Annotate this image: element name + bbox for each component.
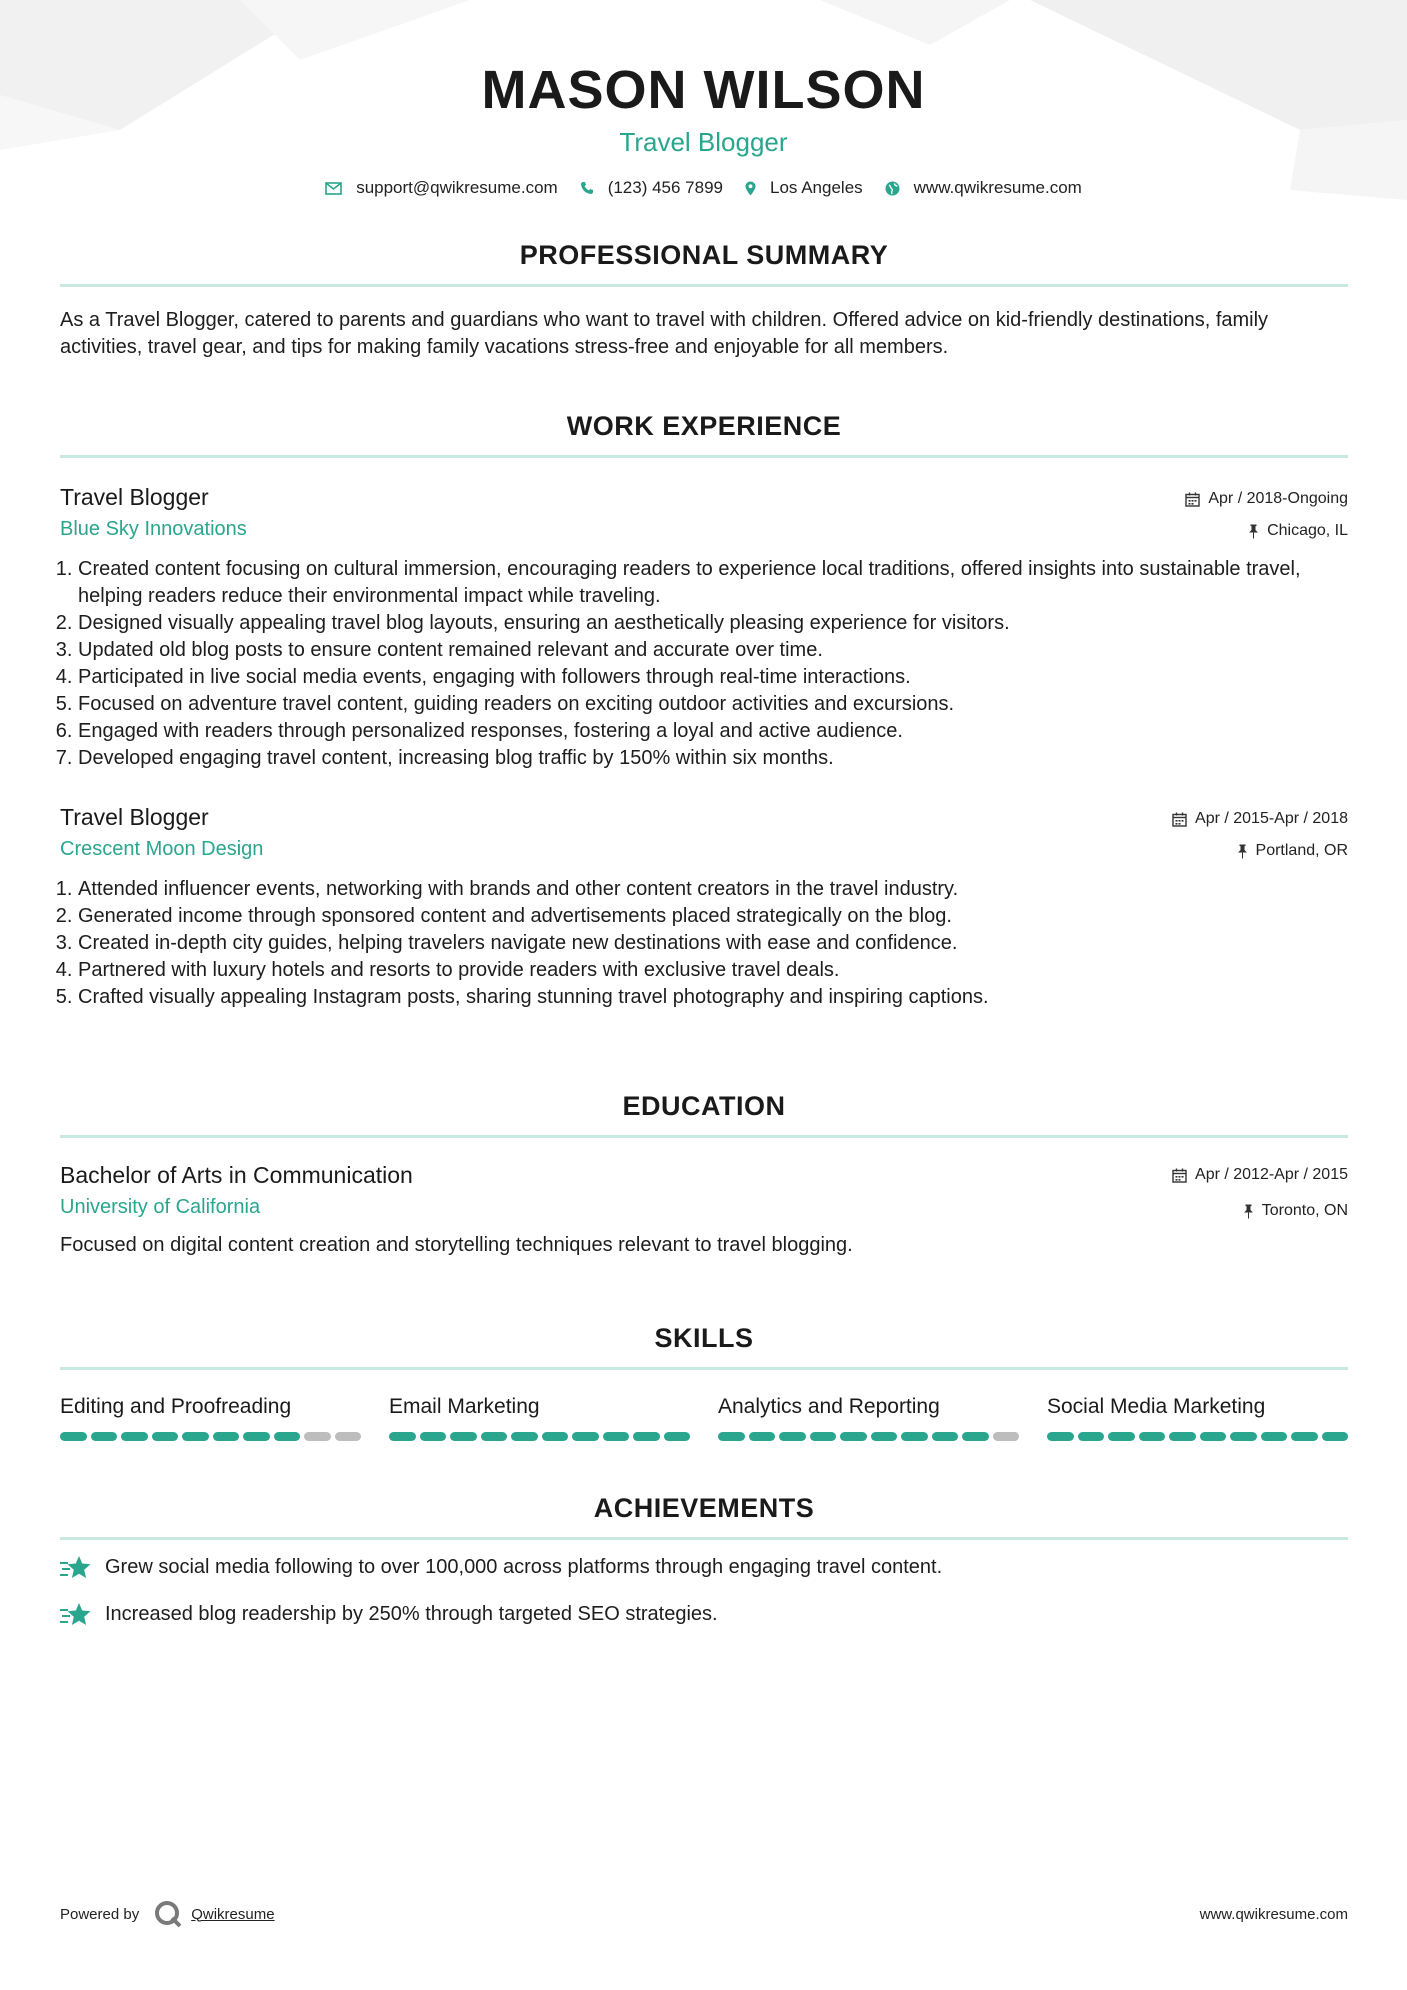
skill-item <box>60 1394 361 1441</box>
achievement-item <box>60 1601 1348 1628</box>
contact-bar <box>0 178 1407 198</box>
education-dates: Apr / 2012-Apr / 2015 <box>1195 1166 1348 1183</box>
skill-segment-filled <box>481 1432 508 1441</box>
skills-heading: SKILLS <box>654 1323 754 1353</box>
summary-heading: PROFESSIONAL SUMMARY <box>519 240 889 270</box>
skill-rating-bar <box>389 1432 690 1441</box>
skill-segment-filled <box>901 1432 928 1441</box>
company-name: Crescent Moon Design <box>60 838 264 860</box>
powered-by-label: Powered by <box>60 1905 140 1923</box>
skill-segment-filled <box>91 1432 118 1441</box>
skills-grid <box>60 1394 1348 1441</box>
list-item: 1. Created content focusing on cultural immersion, encouraging readers to experience local traditions, offered insights into sustainable travel, helping readers reduce their environmental impact while traveling. <box>78 556 1348 610</box>
candidate-name: MASON WILSON <box>481 60 926 120</box>
resume-header <box>0 0 1407 198</box>
skill-segment-filled <box>1291 1432 1318 1441</box>
skill-segment-filled <box>810 1432 837 1441</box>
achievement-text: Increased blog readership by 250% through targeted SEO strategies. <box>105 1603 718 1625</box>
skill-segment-filled <box>542 1432 569 1441</box>
skill-item <box>718 1394 1019 1441</box>
envelope-icon <box>325 182 342 195</box>
skill-segment-filled <box>1200 1432 1227 1441</box>
job-entry <box>60 802 1348 1011</box>
skill-segment-filled <box>1047 1432 1074 1441</box>
list-item: 5. Crafted visually appealing Instagram posts, sharing stunning travel photography and inspiring captions. <box>78 984 1348 1011</box>
list-item: 4. Participated in live social media events, engaging with followers through real-time interactions. <box>78 664 1348 691</box>
contact-location-text: Los Angeles <box>770 178 863 197</box>
footer-url[interactable]: www.qwikresume.com <box>1199 1905 1348 1923</box>
education-description: Focused on digital content creation and storytelling techniques relevant to travel blogging. <box>60 1234 853 1256</box>
job-title: Travel Blogger <box>60 484 209 510</box>
skill-segment-empty <box>335 1432 362 1441</box>
achievement-item <box>60 1554 1348 1581</box>
list-item: 7. Developed engaging travel content, increasing blog traffic by 150% within six months. <box>78 745 1348 772</box>
job-title: Travel Blogger <box>60 804 209 830</box>
education-section <box>60 1089 1348 1259</box>
list-item: 1. Attended influencer events, networking with brands and other content creators in the travel industry. <box>78 876 1348 903</box>
skill-segment-empty <box>304 1432 331 1441</box>
job-entry <box>60 482 1348 772</box>
section-divider <box>60 455 1348 458</box>
section-divider <box>60 1367 1348 1370</box>
pushpin-icon <box>1237 844 1248 859</box>
brand-link[interactable]: Qwikresume <box>191 1905 275 1923</box>
skills-section <box>60 1321 1348 1441</box>
job-dates: Apr / 2015-Apr / 2018 <box>1195 810 1348 827</box>
skill-segment-filled <box>871 1432 898 1441</box>
skill-segment-filled <box>962 1432 989 1441</box>
summary-text: As a Travel Blogger, catered to parents and guardians who want to travel with children. Offered advice on kid-friendly destinations, family activities, travel gear, and tips for making family vacations stress-free and enjoyable for all members. <box>60 309 1269 358</box>
skill-segment-filled <box>152 1432 179 1441</box>
education-location: Toronto, ON <box>1261 1202 1348 1219</box>
skill-segment-filled <box>664 1432 691 1441</box>
section-divider <box>60 1135 1348 1138</box>
skill-segment-filled <box>633 1432 660 1441</box>
summary-section <box>60 238 1348 361</box>
education-entry <box>60 1160 1348 1259</box>
calendar-icon <box>1172 1168 1187 1183</box>
skill-segment-filled <box>389 1432 416 1441</box>
skill-segment-filled <box>572 1432 599 1441</box>
globe-icon <box>885 181 900 196</box>
skill-name: Social Media Marketing <box>1047 1395 1266 1418</box>
pushpin-icon <box>1248 524 1259 539</box>
map-marker-icon <box>745 181 756 196</box>
skill-rating-bar <box>718 1432 1019 1441</box>
skill-rating-bar <box>1047 1432 1348 1441</box>
qwikresume-logo-icon <box>153 1900 183 1928</box>
contact-website-text: www.qwikresume.com <box>913 178 1082 197</box>
skill-name: Email Marketing <box>389 1395 540 1418</box>
list-item: 2. Designed visually appealing travel blog layouts, ensuring an aesthetically pleasing experience for visitors. <box>78 610 1348 637</box>
contact-location <box>745 178 863 198</box>
list-item: 6. Engaged with readers through personalized responses, fostering a loyal and active audience. <box>78 718 1348 745</box>
job-achievements-list <box>60 556 1348 772</box>
job-achievements-list <box>60 876 1348 1011</box>
skill-segment-filled <box>121 1432 148 1441</box>
achievements-heading: ACHIEVEMENTS <box>593 1493 815 1523</box>
list-item: 4. Partnered with luxury hotels and resorts to provide readers with exclusive travel deals. <box>78 957 1348 984</box>
skill-segment-filled <box>749 1432 776 1441</box>
list-item: 3. Created in-depth city guides, helping travelers navigate new destinations with ease and confidence. <box>78 930 1348 957</box>
job-dates: Apr / 2018-Ongoing <box>1208 490 1348 507</box>
skill-segment-filled <box>450 1432 477 1441</box>
skill-item <box>1047 1394 1348 1441</box>
experience-section <box>60 409 1348 1011</box>
skill-segment-filled <box>1230 1432 1257 1441</box>
skill-segment-filled <box>420 1432 447 1441</box>
education-heading: EDUCATION <box>622 1091 786 1121</box>
degree-title: Bachelor of Arts in Communication <box>60 1162 413 1188</box>
star-award-icon <box>60 1555 92 1581</box>
achievement-text: Grew social media following to over 100,000 across platforms through engaging travel content. <box>105 1556 943 1578</box>
skill-segment-filled <box>213 1432 240 1441</box>
experience-heading: WORK EXPERIENCE <box>566 411 842 441</box>
contact-email[interactable] <box>325 178 558 198</box>
candidate-title: Travel Blogger <box>619 127 788 157</box>
contact-phone-text: (123) 456 7899 <box>607 178 724 197</box>
skill-name: Editing and Proofreading <box>60 1395 292 1418</box>
skill-segment-filled <box>932 1432 959 1441</box>
skill-segment-filled <box>182 1432 209 1441</box>
contact-email-text: support@qwikresume.com <box>356 178 558 197</box>
school-name: University of California <box>60 1196 261 1218</box>
skill-segment-empty <box>993 1432 1020 1441</box>
skill-segment-filled <box>1108 1432 1135 1441</box>
job-location: Portland, OR <box>1255 842 1348 859</box>
skill-rating-bar <box>60 1432 361 1441</box>
calendar-icon <box>1185 492 1200 507</box>
skill-segment-filled <box>1078 1432 1105 1441</box>
skill-segment-filled <box>779 1432 806 1441</box>
skill-segment-filled <box>511 1432 538 1441</box>
skill-segment-filled <box>840 1432 867 1441</box>
achievements-section <box>60 1491 1348 1628</box>
skill-segment-filled <box>243 1432 270 1441</box>
list-item: 3. Updated old blog posts to ensure content remained relevant and accurate over time. <box>78 637 1348 664</box>
page-footer <box>60 1900 1348 1928</box>
star-award-icon <box>60 1602 92 1628</box>
job-location: Chicago, IL <box>1267 522 1348 539</box>
skill-item <box>389 1394 690 1441</box>
list-item: 5. Focused on adventure travel content, guiding readers on exciting outdoor activities and excursions. <box>78 691 1348 718</box>
section-divider <box>60 284 1348 287</box>
skill-segment-filled <box>274 1432 301 1441</box>
skill-segment-filled <box>60 1432 87 1441</box>
skill-segment-filled <box>1139 1432 1166 1441</box>
list-item: 2. Generated income through sponsored content and advertisements placed strategically on the blog. <box>78 903 1348 930</box>
skill-segment-filled <box>603 1432 630 1441</box>
skill-segment-filled <box>1261 1432 1288 1441</box>
skill-segment-filled <box>718 1432 745 1441</box>
contact-website[interactable] <box>885 178 1082 198</box>
skill-name: Analytics and Reporting <box>718 1395 940 1418</box>
company-name: Blue Sky Innovations <box>60 518 247 540</box>
skill-segment-filled <box>1322 1432 1349 1441</box>
pushpin-icon <box>1243 1204 1254 1219</box>
calendar-icon <box>1172 812 1187 827</box>
phone-icon <box>580 181 594 195</box>
contact-phone[interactable] <box>580 178 723 198</box>
skill-segment-filled <box>1169 1432 1196 1441</box>
